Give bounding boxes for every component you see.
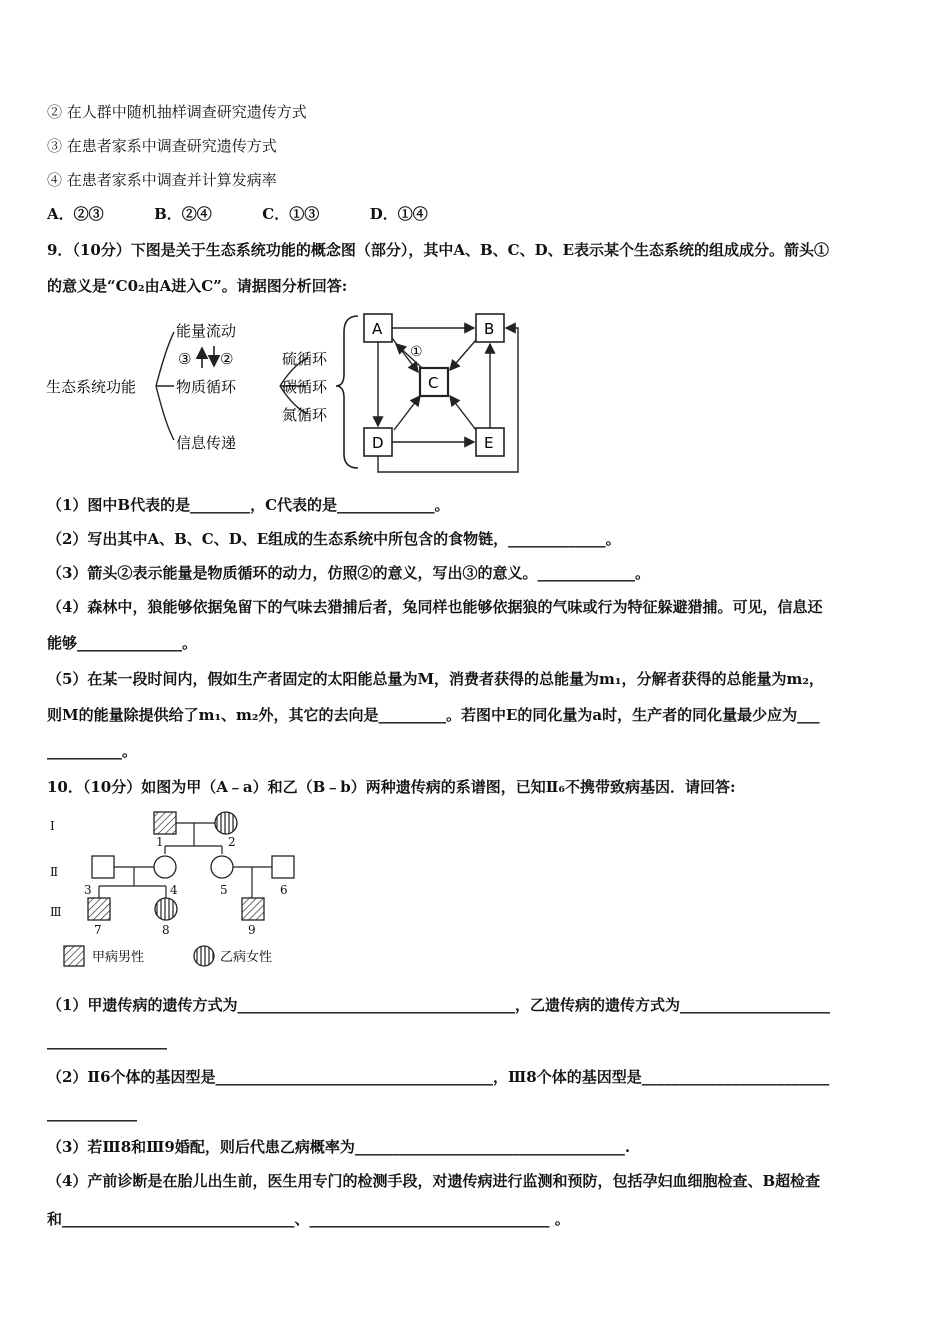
q8-choices (47, 204, 428, 224)
gen-label-2: Ⅱ (50, 865, 59, 879)
nitrogen-cycle-label: 氮循环 (282, 406, 328, 424)
q9-part5-line3: __________。 (47, 742, 138, 760)
individual-6 (272, 856, 294, 878)
legend-b-label: 乙病女性 (220, 950, 273, 965)
carbon-cycle-label: 碳循环 (282, 378, 328, 396)
label-8: 8 (162, 923, 170, 937)
q10-part2-line1: （2）Ⅱ6个体的基因型是_____________________________________，Ⅲ8个体的基因型是_________________________ (47, 1068, 830, 1086)
ecosystem-function-diagram (44, 308, 534, 478)
q10-part2-line2: ____________ (47, 1104, 137, 1122)
node-a-label: A (372, 320, 383, 338)
node-b-label: B (484, 320, 495, 338)
individual-2 (215, 812, 237, 834)
label-2: 2 (228, 835, 236, 849)
q10-part1-line1: （1）甲遗传病的遗传方式为_____________________________________，乙遗传病的遗传方式为____________________ (47, 996, 830, 1014)
legend-a-label: 甲病男性 (92, 950, 145, 965)
label-5: 5 (220, 883, 228, 897)
individual-4 (154, 856, 176, 878)
q8-option-4: ④ 在患者家系中调查并计算发病率 (47, 171, 277, 189)
arrow-d-c (394, 396, 420, 430)
choice-b: B．②④ (154, 205, 212, 223)
pedigree-chart (44, 806, 304, 972)
arrow-e-c (450, 396, 476, 430)
root-label: 生态系统功能 (46, 378, 137, 396)
q9-intro-line1: 9．（10分）下图是关于生态系统功能的概念图（部分），其中A、B、C、D、E表示某个生态系统的组成成分。箭头① (47, 241, 830, 259)
individual-3 (92, 856, 114, 878)
label-3: 3 (84, 883, 92, 897)
q9-part5-line2: 则M的能量除提供给了m₁、m₂外，其它的去向是_________。若图中E的同化量为a时，生产者的同化量最少应为___ (47, 706, 820, 724)
arrow3-label: ③ (178, 350, 192, 368)
q10-part4-line2: 和_______________________________、________________________________ 。 (47, 1210, 570, 1228)
gen-label-1: Ⅰ (50, 819, 55, 833)
q9-part1: （1）图中B代表的是________，C代表的是_____________。 (47, 496, 450, 514)
node-e-label: E (484, 434, 494, 452)
q9-part4-line1: （4）森林中，狼能够依据兔留下的气味去猎捕后者，兔同样也能够依据狼的气味或行为特征躲避猎捕。可见，信息还 (47, 598, 823, 616)
individual-8 (155, 898, 177, 920)
q9-part3: （3）箭头②表示能量是物质循环的动力，仿照②的意义，写出③的意义。_____________。 (47, 564, 650, 582)
label-6: 6 (280, 883, 288, 897)
individual-1 (154, 812, 176, 834)
q8-option-3: ③ 在患者家系中调查研究遗传方式 (47, 137, 277, 155)
material-cycle-label: 物质循环 (176, 378, 237, 396)
node-c-label: C (428, 374, 439, 392)
brace (336, 316, 358, 468)
legend-hatched-square (64, 946, 84, 966)
legend-striped-circle (194, 946, 214, 966)
info-transfer-label: 信息传递 (176, 434, 237, 452)
choice-c: C．①③ (262, 205, 320, 223)
arrow-b-c (450, 340, 476, 370)
individual-9 (242, 898, 264, 920)
q9-part2: （2）写出其中A、B、C、D、E组成的生态系统中所包含的食物链，_____________。 (47, 530, 621, 548)
q8-option-2: ② 在人群中随机抽样调查研究遗传方式 (47, 103, 307, 121)
arrow1-label: ① (410, 344, 423, 360)
individual-5 (211, 856, 233, 878)
q10-part4-line1: （4）产前诊断是在胎儿出生前，医生用专门的检测手段，对遗传病进行监测和预防，包括孕妇血细胞检查、B超检查 (47, 1172, 821, 1190)
label-7: 7 (94, 923, 102, 937)
sulfur-cycle-label: 硫循环 (282, 350, 328, 368)
choice-a: A．②③ (47, 205, 104, 223)
node-d-label: D (372, 434, 384, 452)
choice-d: D．①④ (369, 205, 428, 223)
arrow2-label: ② (220, 350, 234, 368)
label-9: 9 (248, 923, 256, 937)
label-4: 4 (170, 883, 178, 897)
q9-intro-line2: 的意义是“C0₂由A进入C”。请据图分析回答: (47, 277, 348, 295)
q9-part5-line1: （5）在某一段时间内，假如生产者固定的太阳能总量为M，消费者获得的总能量为m₁，分解者获得的总能量为m₂， (47, 670, 824, 688)
q10-intro: 10．（10分）如图为甲（A﹣a）和乙（B﹣b）两种遗传病的系谱图，已知Ⅱ₆不携带致病基因．请回答: (47, 778, 736, 796)
q9-part4-line2: 能够______________。 (47, 634, 198, 652)
energy-flow-label: 能量流动 (176, 322, 237, 340)
individual-7 (88, 898, 110, 920)
gen-label-3: Ⅲ (50, 905, 62, 919)
q10-part1-line2: ________________ (47, 1032, 167, 1050)
q10-part3: （3）若Ⅲ8和Ⅲ9婚配，则后代患乙病概率为____________________________________. (47, 1138, 631, 1156)
label-1: 1 (156, 835, 164, 849)
